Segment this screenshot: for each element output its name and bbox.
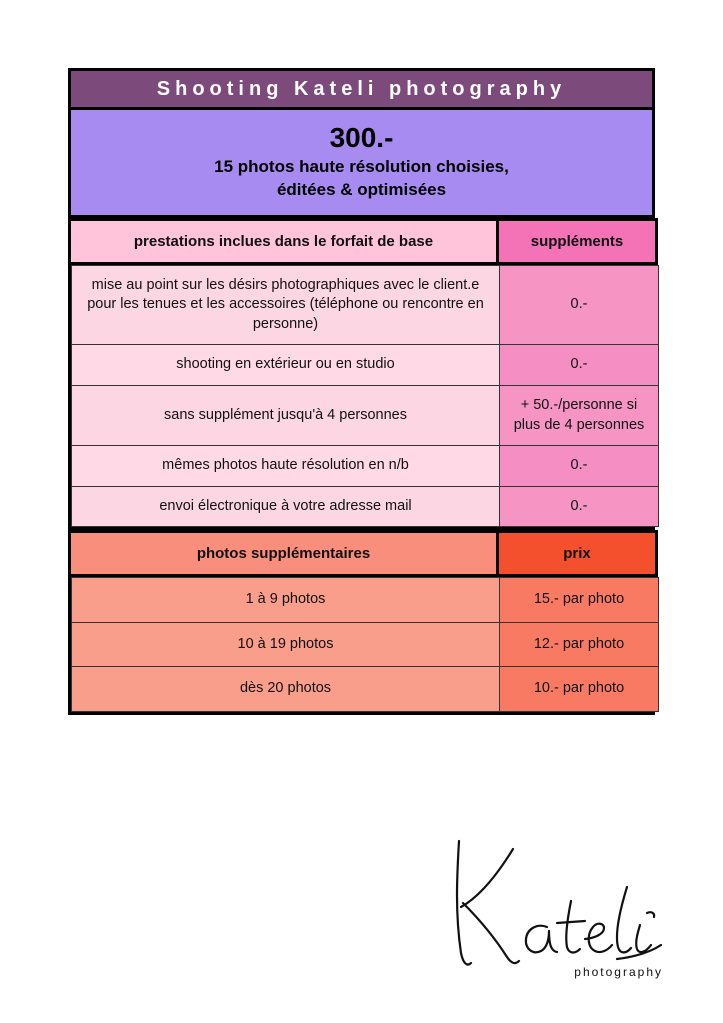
unit-price: 12.- par photo bbox=[500, 622, 659, 667]
table-row bbox=[72, 345, 659, 386]
table-row bbox=[72, 385, 659, 445]
table-row bbox=[72, 265, 659, 345]
table-row bbox=[72, 622, 659, 667]
table-header-row bbox=[70, 219, 657, 263]
table-row bbox=[72, 667, 659, 712]
service-supplement: + 50.-/personne si plus de 4 personnes bbox=[500, 385, 659, 445]
unit-price: 10.- par photo bbox=[500, 667, 659, 712]
service-description: shooting en extérieur ou en studio bbox=[72, 345, 500, 386]
unit-price: 15.- par photo bbox=[500, 578, 659, 623]
table-row bbox=[72, 578, 659, 623]
sheet-title-bar bbox=[68, 68, 655, 110]
included-services-table bbox=[71, 265, 659, 528]
service-description: mêmes photos haute résolution en n/b bbox=[72, 446, 500, 487]
pricing-sheet bbox=[68, 68, 655, 715]
quantity-range: 1 à 9 photos bbox=[72, 578, 500, 623]
extra-photos-body-box bbox=[68, 577, 655, 715]
price-block bbox=[68, 110, 655, 218]
table-row bbox=[72, 486, 659, 527]
supplements-header: suppléments bbox=[498, 219, 657, 263]
quantity-range: dès 20 photos bbox=[72, 667, 500, 712]
quantity-range: 10 à 19 photos bbox=[72, 622, 500, 667]
extra-photos-header-table bbox=[68, 530, 658, 577]
service-supplement: 0.- bbox=[500, 345, 659, 386]
included-services-body-box bbox=[68, 265, 655, 531]
logo-subtitle: photography bbox=[574, 965, 663, 979]
price-amount: 300.- bbox=[329, 122, 394, 153]
service-supplement: 0.- bbox=[500, 486, 659, 527]
price-description-line2: éditées & optimisées bbox=[276, 180, 447, 200]
price-description-line1: 15 photos haute résolution choisies, bbox=[214, 157, 509, 177]
service-supplement: 0.- bbox=[500, 446, 659, 487]
service-description: mise au point sur les désirs photographiques avec le client.e pour les tenues et les accessoires (téléphone ou rencontre en personne) bbox=[72, 265, 500, 345]
extra-photos-header: photos supplémentaires bbox=[70, 532, 498, 576]
table-header-row bbox=[70, 532, 657, 576]
brand-logo bbox=[421, 835, 671, 985]
included-services-header: prestations inclues dans le forfait de base bbox=[70, 219, 498, 263]
included-services-header-table bbox=[68, 218, 658, 265]
table-row bbox=[72, 446, 659, 487]
service-description: envoi électronique à votre adresse mail bbox=[72, 486, 500, 527]
service-description: sans supplément jusqu'à 4 personnes bbox=[72, 385, 500, 445]
kateli-signature-icon bbox=[421, 835, 671, 985]
extra-photos-table bbox=[71, 577, 659, 712]
price-header: prix bbox=[498, 532, 657, 576]
page-title: Shooting Kateli photography bbox=[156, 77, 567, 100]
service-supplement: 0.- bbox=[500, 265, 659, 345]
